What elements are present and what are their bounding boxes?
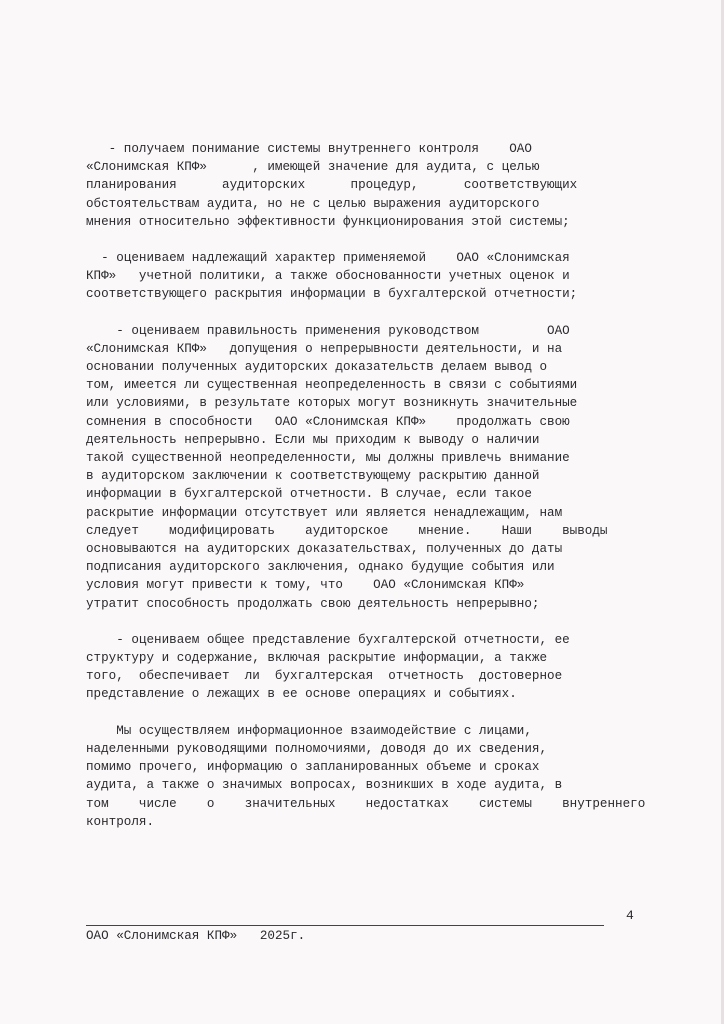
- text-line: представление о лежащих в ее основе операциях и событиях.: [86, 687, 517, 702]
- footer-divider: [86, 925, 604, 926]
- text-line: - оцениваем правильность применения руководством ОАО: [86, 323, 570, 338]
- paragraph-accounting-policy: [86, 249, 640, 304]
- text-line: обстоятельствам аудита, но не с целью выражения аудиторского: [86, 196, 540, 211]
- text-line: информации в бухгалтерской отчетности. В случае, если такое: [86, 487, 532, 502]
- document-body: [86, 140, 646, 849]
- text-line: подписания аудиторского заключения, однако будущие события или: [86, 560, 555, 575]
- footer-caption: [86, 929, 305, 943]
- paragraph-communication: [86, 722, 646, 831]
- text-line: контроля.: [86, 814, 155, 829]
- text-line: наделенными руководящими полномочиями, доводя до их сведения,: [86, 741, 548, 756]
- text-line: аудита, а также о значимых вопросах, возникших в ходе аудита, в: [86, 778, 563, 793]
- text-line: планирования аудиторских процедур, соответствующих: [86, 178, 578, 193]
- text-line: помимо прочего, информацию о запланированных объеме и сроках: [86, 760, 540, 775]
- text-line: КПФ» учетной политики, а также обоснованности учетных оценок и: [86, 269, 570, 284]
- text-line: деятельность непрерывно. Если мы приходим к выводу о наличии: [86, 432, 540, 447]
- text-line: следует модифицировать аудиторское мнение. Наши выводы: [86, 523, 608, 538]
- text-line: такой существенной неопределенности, мы должны привлечь внимание: [86, 451, 570, 466]
- text-line: основываются на аудиторских доказательствах, полученных до даты: [86, 542, 563, 557]
- text-line: - оцениваем надлежащий характер применяемой ОАО «Слонимская: [86, 251, 570, 266]
- text-line: в аудиторском заключении к соответствующему раскрытию данной: [86, 469, 540, 484]
- text-line: утратит способность продолжать свою деятельность непрерывно;: [86, 596, 540, 611]
- footer-company: ОАО «Слонимская КПФ»: [86, 929, 238, 943]
- text-line: или условиями, в результате которых могут возникнуть значительные: [86, 396, 578, 411]
- paragraph-going-concern: [86, 322, 640, 613]
- text-line: сомнения в способности ОАО «Слонимская КПФ» продолжать свою: [86, 414, 570, 429]
- text-line: «Слонимская КПФ» допущения о непрерывности деятельности, и на: [86, 341, 563, 356]
- paragraph-overall-presentation: [86, 631, 640, 704]
- page-number: 4: [626, 908, 634, 923]
- text-line: том числе о значительных недостатках системы внутреннего: [86, 796, 646, 811]
- footer-year: 2025г.: [259, 929, 306, 943]
- text-line: основании полученных аудиторских доказательств делаем вывод о: [86, 360, 548, 375]
- text-line: Мы осуществляем информационное взаимодействие с лицами,: [86, 723, 532, 738]
- paragraph-internal-control: [86, 140, 640, 231]
- text-line: - оцениваем общее представление бухгалтерской отчетности, ее: [86, 632, 570, 647]
- text-line: раскрытие информации отсутствует или является ненадлежащим, нам: [86, 505, 563, 520]
- text-line: мнения относительно эффективности функционирования этой системы;: [86, 214, 570, 229]
- text-line: того, обеспечивает ли бухгалтерская отчетность достоверное: [86, 669, 563, 684]
- text-line: структуру и содержание, включая раскрытие информации, а также: [86, 651, 548, 666]
- text-line: том, имеется ли существенная неопределенность в связи с событиями: [86, 378, 578, 393]
- text-line: соответствующего раскрытия информации в бухгалтерской отчетности;: [86, 287, 578, 302]
- text-line: - получаем понимание системы внутреннего контроля ОАО: [86, 142, 532, 156]
- text-line: «Слонимская КПФ» , имеющей значение для аудита, с целью: [86, 160, 540, 175]
- text-line: условия могут привести к тому, что ОАО «Слонимская КПФ»: [86, 578, 525, 593]
